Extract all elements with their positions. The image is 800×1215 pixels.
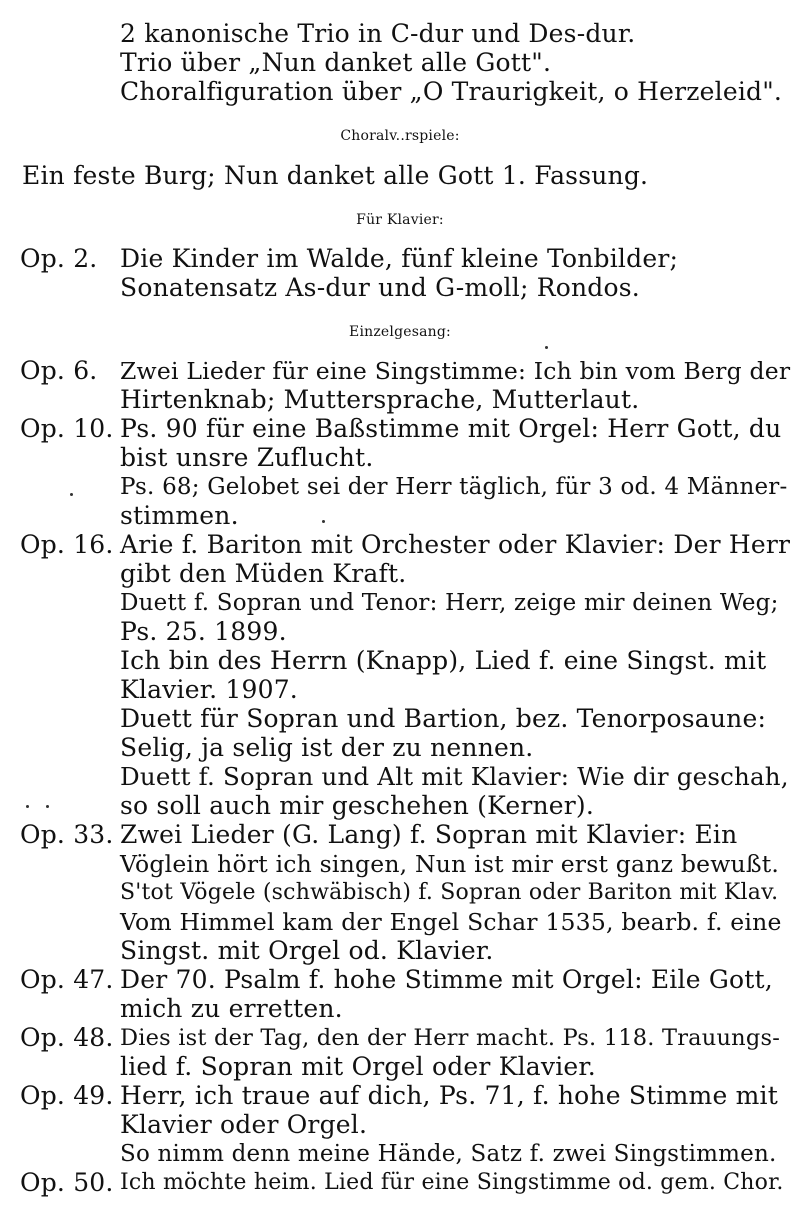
opus-text-line: Ps. 90 für eine Baßstimme mit Orgel: Herr Gott, du [120,414,782,443]
opus-text-line: Ich bin des Herrn (Knapp), Lied f. eine Singst. mit [120,646,767,675]
opus-number: Op. 33. [20,820,114,849]
opus-text-line: Vom Himmel kam der Engel Schar 1535, bearb. f. eine [120,908,782,936]
opus-text-line: Vöglein hört ich singen, Nun ist mir erst ganz bewußt. [120,850,780,878]
opus-text-line: Ps. 68; Gelobet sei der Herr täglich, für 3 od. 4 Männer- [120,474,788,500]
opus-text-line: Duett f. Sopran und Tenor: Herr, zeige mir deinen Weg; [120,590,779,616]
opus-text-line: Singst. mit Orgel od. Klavier. [120,936,494,965]
section-heading-choralvorspiele: Choralv..rspiele: [340,128,460,144]
opus-text-line: Klavier oder Orgel. [120,1110,368,1139]
opus-text-line: Arie f. Bariton mit Orchester oder Klavier: Der Herr [120,530,791,559]
print-speck [70,493,73,496]
print-speck [322,520,325,523]
opus-text-line: Sonatensatz As-dur und G-moll; Rondos. [120,273,640,302]
opus-text-line: Ich möchte heim. Lied für eine Singstimme od. gem. Chor. [120,1170,784,1195]
intro-line-1: 2 kanonische Trio in C-dur und Des-dur. [120,19,636,48]
opus-number: Op. 16. [20,530,114,559]
opus-number: Op. 48. [20,1023,114,1052]
print-speck [46,805,49,808]
opus-text-line: lied f. Sopran mit Orgel oder Klavier. [120,1052,596,1081]
print-speck [545,346,548,349]
opus-text-line: Duett für Sopran und Bartion, bez. Tenorposaune: [120,704,767,733]
opus-text-line: Klavier. 1907. [120,675,298,704]
opus-number: Op. 49. [20,1081,114,1110]
opus-number: Op. 2. [20,244,98,273]
opus-text-line: Dies ist der Tag, den der Herr macht. Ps. 118. Trauungs- [120,1025,781,1051]
opus-text-line: Selig, ja selig ist der zu nennen. [120,733,534,762]
opus-number: Op. 6. [20,356,98,385]
opus-text-line: Hirtenknab; Muttersprache, Mutterlaut. [120,385,640,414]
choralvorspiele-line: Ein feste Burg; Nun danket alle Gott 1. Fassung. [22,161,649,190]
opus-text-line: Duett f. Sopran und Alt mit Klavier: Wie dir geschah, [120,762,789,791]
opus-text-line: So nimm denn meine Hände, Satz f. zwei Singstimmen. [120,1141,777,1167]
opus-text-line: stimmen. [120,501,239,530]
section-heading-klavier: Für Klavier: [356,212,444,228]
opus-number: Op. 50. [20,1168,114,1197]
section-heading-einzelgesang: Einzelgesang: [349,324,451,340]
opus-text-line: Die Kinder im Walde, fünf kleine Tonbilder; [120,244,679,273]
opus-text-line: Zwei Lieder (G. Lang) f. Sopran mit Klavier: Ein [120,820,738,849]
opus-text-line: S'tot Vögele (schwäbisch) f. Sopran oder Bariton mit Klav. [120,880,779,905]
opus-text-line: Der 70. Psalm f. hohe Stimme mit Orgel: Eile Gott, [120,965,773,994]
print-speck [26,805,29,808]
opus-text-line: Zwei Lieder für eine Singstimme: Ich bin vom Berg der [120,357,791,385]
opus-number: Op. 47. [20,965,114,994]
intro-line-3: Choralfiguration über „O Traurigkeit, o Herzeleid". [120,77,783,106]
opus-text-line: so soll auch mir geschehen (Kerner). [120,791,595,820]
opus-text-line: Herr, ich traue auf dich, Ps. 71, f. hohe Stimme mit [120,1081,778,1110]
opus-text-line: mich zu erretten. [120,994,343,1023]
opus-text-line: bist unsre Zuflucht. [120,443,374,472]
opus-text-line: gibt den Müden Kraft. [120,559,407,588]
opus-number: Op. 10. [20,414,114,443]
opus-text-line: Ps. 25. 1899. [120,617,287,646]
intro-line-2: Trio über „Nun danket alle Gott". [120,48,552,77]
